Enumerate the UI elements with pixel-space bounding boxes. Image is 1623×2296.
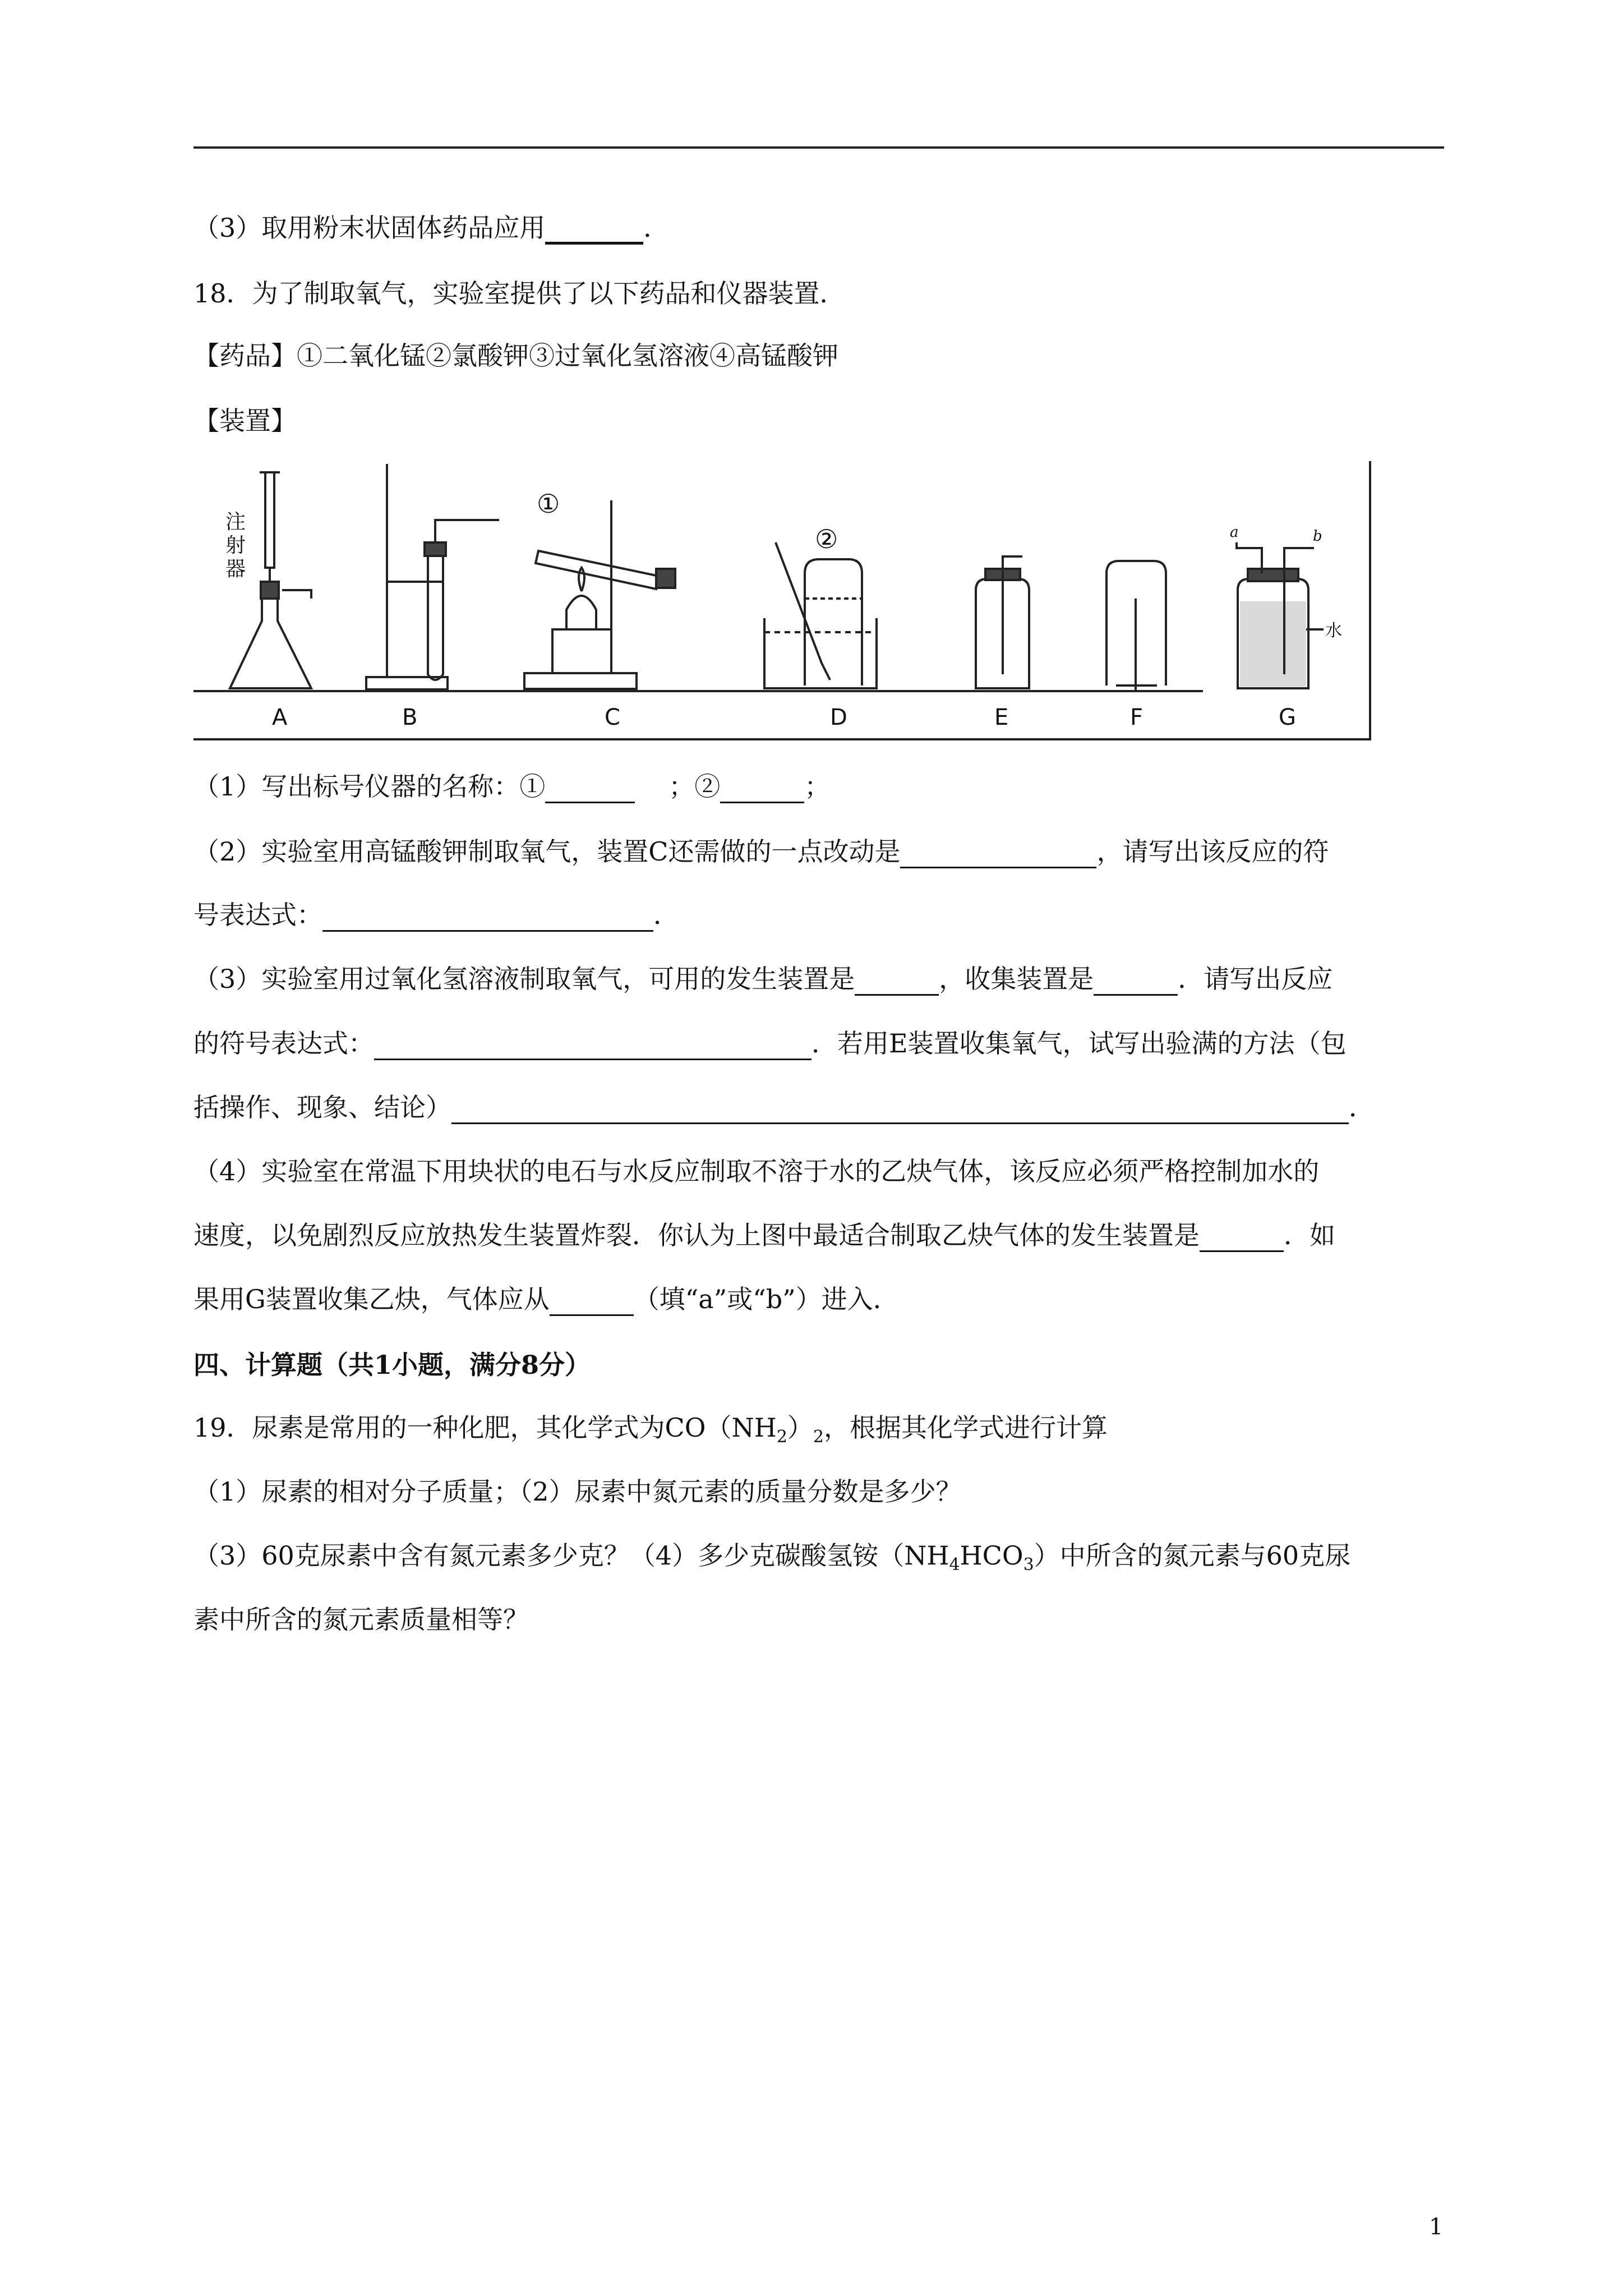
apparatus-figure <box>193 461 1375 740</box>
answer-blank[interactable] <box>550 1285 634 1316</box>
q18-part3-line2: 的符号表达式： ．若用E装置收集氧气，试写出验满的方法（包 <box>193 1027 1450 1060</box>
q19-part3-4: （3）60克尿素中含有氮元素多少克？（4）多少克碳酸氢铵$(NH_4HCO_3)$中所含的氮元素与60克尿 <box>193 1540 1351 1575</box>
svg-text:器: 器 <box>225 558 246 581</box>
q18-part4-line1: （4）实验室在常温下用块状的电石与水反应制取不溶于水的乙炔气体，该反应必须严格控制加水的 <box>193 1156 1320 1186</box>
apparatus-b <box>366 464 499 689</box>
q18-part3-line3: 括操作、现象、结论） ． <box>193 1091 1450 1124</box>
q19-stem: 19．尿素是常用的一种化肥，其化学式为$CO(NH_2)_2$，根据其化学式进行计算 <box>193 1412 1108 1447</box>
q18-drugs: 【药品】①二氧化锰②氯酸钾③过氧化氢溶液④高锰酸钾 <box>193 341 838 371</box>
svg-text:F: F <box>1130 705 1144 730</box>
apparatus-g <box>1237 542 1324 688</box>
answer-blank[interactable] <box>855 965 939 996</box>
q19-part4-line2: 素中所含的氮元素质量相等？ <box>193 1604 529 1635</box>
apparatus-e <box>976 556 1029 688</box>
q18-part2-line1: （2）实验室用高锰酸钾制取氧气，装置C还需做的一点改动是 ，请写出该反应的符 <box>193 835 1450 868</box>
svg-text:b: b <box>1313 528 1322 545</box>
svg-text:D: D <box>830 705 847 730</box>
q18-part4-line2: 速度，以免剧烈反应放热发生装置炸裂．你认为上图中最适合制取乙炔气体的发生装置是 ．如 <box>193 1218 1450 1252</box>
svg-text:水: 水 <box>1325 621 1342 641</box>
page-number: 1 <box>1429 2214 1444 2240</box>
answer-blank[interactable] <box>374 1029 811 1060</box>
answer-blank[interactable] <box>545 213 643 245</box>
svg-text:注: 注 <box>225 510 246 533</box>
svg-text:A: A <box>272 705 288 730</box>
answer-blank[interactable] <box>1200 1221 1284 1252</box>
svg-text:G: G <box>1279 705 1296 730</box>
q19-part1-2: （1）尿素的相对分子质量；（2）尿素中氮元素的质量分数是多少？ <box>193 1476 962 1507</box>
q18-part2-line2: 号表达式： ． <box>193 898 1450 932</box>
svg-text:a: a <box>1230 524 1239 541</box>
svg-text:B: B <box>402 705 418 730</box>
q18-stem: 18．为了制取氧气，实验室提供了以下药品和仪器装置． <box>193 278 846 309</box>
svg-text:E: E <box>994 705 1009 730</box>
answer-blank[interactable] <box>1094 965 1178 996</box>
apparatus-f <box>1096 561 1166 691</box>
header-rule <box>193 146 1444 149</box>
svg-text:②: ② <box>815 524 838 554</box>
svg-text:①: ① <box>537 489 560 519</box>
answer-blank[interactable] <box>545 772 635 803</box>
answer-blank[interactable] <box>900 838 1096 868</box>
section-4-title: 四、计算题（共1小题，满分8分） <box>193 1350 591 1380</box>
svg-text:C: C <box>605 705 620 730</box>
apparatus-d <box>764 542 877 688</box>
q18-part1: （1）写出标号仪器的名称：① ；② ； <box>193 770 1450 803</box>
answer-blank[interactable] <box>720 772 804 803</box>
q18-part3-line1: （3）实验室用过氧化氢溶液制取氧气，可用的发生装置是 ，收集装置是 ．请写出反应 <box>193 962 1450 996</box>
answer-blank[interactable] <box>451 1093 1349 1124</box>
svg-text:射: 射 <box>225 534 246 557</box>
q17-part3: （3）取用粉末状固体药品应用 ． <box>193 211 1450 245</box>
q18-apparatus-label: 【装置】 <box>193 406 297 436</box>
q18-part4-line3: 果用G装置收集乙炔，气体应从 （填“a”或“b”）进入． <box>193 1282 1450 1316</box>
apparatus-c <box>524 500 675 689</box>
answer-blank[interactable] <box>322 901 653 932</box>
